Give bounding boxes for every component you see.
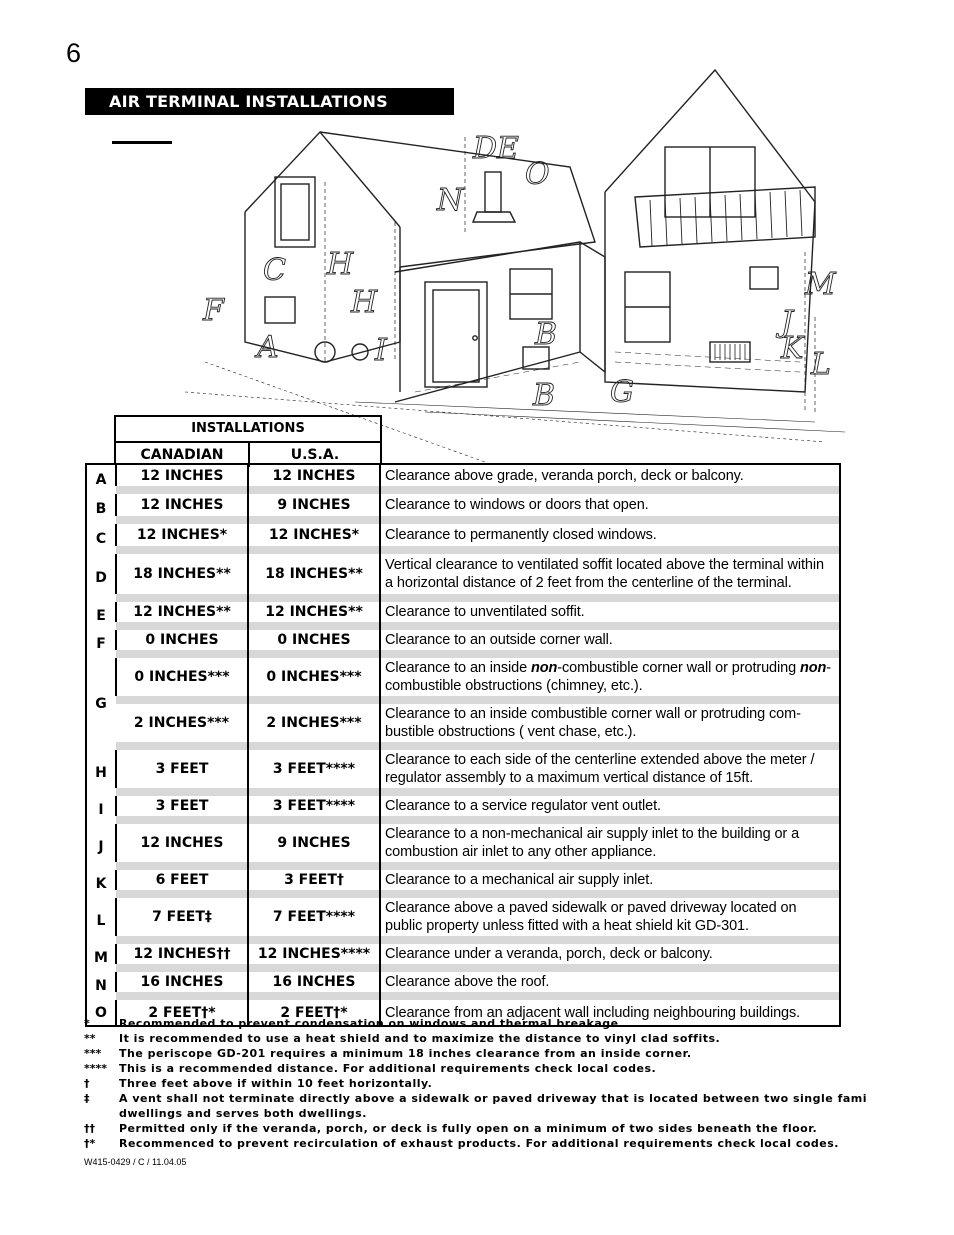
usa-value: 9 INCHES — [248, 824, 380, 862]
usa-value: 2 INCHES*** — [248, 704, 380, 742]
table-row — [86, 494, 840, 516]
canadian-value: 7 FEET‡ — [116, 898, 248, 936]
row-letter: I — [98, 802, 104, 818]
table-row — [86, 898, 840, 936]
usa-value: 2 FEET†* — [248, 1000, 380, 1026]
row-letter: G — [95, 696, 107, 712]
usa-value: 0 INCHES*** — [248, 658, 380, 696]
row-letter: L — [96, 913, 106, 929]
row-letter: D — [95, 570, 107, 586]
clearance-description: Clearance to an inside combustible corner wall or protruding com-bustible obstructions ( vent chase, etc.). — [380, 704, 840, 742]
footnote: ‡ A vent shall not terminate directly above a sidewalk or paved driveway that is located between two single fami dwellings and serves both dwellings. — [84, 1092, 868, 1120]
diagram-label-o: O — [525, 157, 550, 192]
table-row — [86, 796, 840, 816]
table-row — [86, 944, 840, 964]
row-letter: C — [95, 531, 107, 547]
canadian-value: 0 INCHES — [116, 630, 248, 650]
clearance-description: Clearance above the roof. — [380, 972, 840, 992]
row-letter: N — [95, 978, 107, 994]
section-title: AIR TERMINAL INSTALLATIONS — [85, 88, 454, 115]
clearance-description: Clearance under a veranda, porch, deck or balcony. — [380, 944, 840, 964]
canadian-value: 0 INCHES*** — [116, 658, 248, 696]
diagram-label-k: K — [781, 331, 804, 366]
diagram-label-b2: B — [533, 378, 556, 413]
table-row — [86, 464, 840, 486]
footnote: †* Recommenced to prevent recirculation of exhaust products. For additional requirements check local codes. — [84, 1137, 839, 1150]
row-letter: J — [98, 839, 104, 855]
diagram-label-i: I — [375, 333, 387, 368]
canadian-value: 3 FEET — [116, 796, 248, 816]
installations-header — [114, 415, 382, 465]
diagram-label-c: C — [263, 253, 286, 288]
usa-value: 16 INCHES — [248, 972, 380, 992]
installations-heading: INSTALLATIONS — [116, 417, 380, 443]
row-letter: O — [95, 1004, 107, 1021]
canadian-value: 12 INCHES — [116, 824, 248, 862]
canadian-value: 2 INCHES*** — [133, 715, 230, 731]
canadian-value: 2 FEET†* — [116, 1000, 248, 1026]
diagram-label-h2: H — [351, 285, 378, 320]
canadian-value: 6 FEET — [116, 870, 248, 890]
clearance-description: Clearance to windows or doors that open. — [380, 494, 840, 516]
clearance-description: Clearance from an adjacent wall including neighbouring buildings. — [380, 1000, 840, 1026]
usa-value: 12 INCHES* — [248, 524, 380, 546]
clearance-description: Clearance to unventilated soffit. — [380, 602, 840, 622]
canadian-value: 16 INCHES — [116, 972, 248, 992]
clearance-description: Clearance to each side of the centerline extended above the meter / regulator assembly to a maximum vertical distance of 15ft. — [380, 750, 840, 788]
footnote: *** The periscope GD-201 requires a minimum 18 inches clearance from an inside corner. — [84, 1047, 692, 1060]
clearance-description: Clearance to permanently closed windows. — [380, 524, 840, 546]
canadian-value: 3 FEET — [116, 750, 248, 788]
clearance-description: Clearance to an inside non-combustible corner wall or protruding non-combustible obstructions (chimney, etc.). — [380, 658, 840, 696]
diagram-label-b1: B — [535, 317, 558, 352]
footnote: †† Permitted only if the veranda, porch, or deck is fully open on a minimum of two sides beneath the floor. — [84, 1122, 818, 1135]
diagram-label-g: G — [610, 375, 634, 410]
diagram-label-a: A — [257, 330, 279, 365]
diagram-label-m: M — [805, 267, 836, 302]
usa-value: 3 FEET**** — [248, 796, 380, 816]
usa-value: 7 FEET**** — [248, 898, 380, 936]
table-row — [86, 524, 840, 546]
row-letter: E — [96, 608, 106, 624]
diagram-label-f: F — [203, 293, 224, 328]
table-row — [86, 704, 840, 742]
usa-value: 12 INCHES — [248, 464, 380, 486]
table-row — [86, 750, 840, 788]
usa-value: 3 FEET**** — [248, 750, 380, 788]
table-row — [86, 870, 840, 890]
diagram-label-n: N — [437, 183, 464, 218]
clearance-description: Clearance to a service regulator vent outlet. — [380, 796, 840, 816]
usa-value: 12 INCHES**** — [248, 944, 380, 964]
row-letter: B — [95, 501, 107, 517]
row-letter: K — [95, 876, 107, 892]
clearance-description: Vertical clearance to ventilated soffit located above the terminal within a horizontal distance of 2 feet from the centerline of the terminal. — [380, 554, 840, 594]
diagram-label-j: J — [781, 305, 794, 340]
canadian-heading: CANADIAN — [116, 443, 250, 467]
canadian-value: 12 INCHES** — [116, 602, 248, 622]
table-row — [86, 554, 840, 594]
clearance-description: Clearance above a paved sidewalk or paved driveway located on public property unless fitted with a heat shield kit GD-301. — [380, 898, 840, 936]
usa-value: 3 FEET† — [248, 870, 380, 890]
canadian-value: 12 INCHES — [116, 464, 248, 486]
row-letter: H — [95, 765, 107, 781]
clearance-description: Clearance to an outside corner wall. — [380, 630, 840, 650]
clearance-description: Clearance to a mechanical air supply inlet. — [380, 870, 840, 890]
usa-value: 12 INCHES** — [248, 602, 380, 622]
table-row — [86, 602, 840, 622]
canadian-value: 12 INCHES†† — [116, 944, 248, 964]
table-row — [86, 824, 840, 862]
usa-value: 9 INCHES — [248, 494, 380, 516]
footnote: * Recommended to prevent condensation on windows and thermal breakage — [84, 1017, 619, 1030]
row-letter: A — [95, 471, 107, 488]
page-number: 6 — [66, 38, 82, 68]
canadian-value: 18 INCHES** — [116, 554, 248, 594]
diagram-label-l: L — [811, 347, 831, 382]
house-clearance-diagram — [185, 62, 845, 462]
footnote: † Three feet above if within 10 feet horizontally. — [84, 1077, 433, 1090]
row-letter: M — [94, 950, 108, 966]
diagram-label-e: E — [497, 131, 519, 166]
usa-value: 18 INCHES** — [248, 554, 380, 594]
table-row — [86, 972, 840, 992]
canadian-value: 12 INCHES* — [116, 524, 248, 546]
clearance-description: Clearance above grade, veranda porch, deck or balcony. — [380, 464, 840, 486]
clearance-description: Clearance to a non-mechanical air supply inlet to the building or a combustion air inlet to any other appliance. — [380, 824, 840, 862]
diagram-label-d: D — [473, 131, 498, 166]
canadian-value: 12 INCHES — [116, 494, 248, 516]
usa-value: 0 INCHES — [248, 630, 380, 650]
title-rule — [112, 141, 172, 144]
table-row — [86, 630, 840, 650]
table-row — [86, 658, 840, 696]
diagram-label-h1: H — [327, 247, 354, 282]
footnote: **** This is a recommended distance. For additional requirements check local codes. — [84, 1062, 657, 1075]
document-code: W415-0429 / C / 11.04.05 — [84, 1157, 187, 1167]
footnote: ** It is recommended to use a heat shield and to maximize the distance to vinyl clad soffits. — [84, 1032, 721, 1045]
clearance-table — [85, 463, 841, 1027]
footnotes — [84, 1016, 874, 1151]
usa-heading: U.S.A. — [290, 447, 340, 463]
row-letter: F — [96, 636, 106, 652]
